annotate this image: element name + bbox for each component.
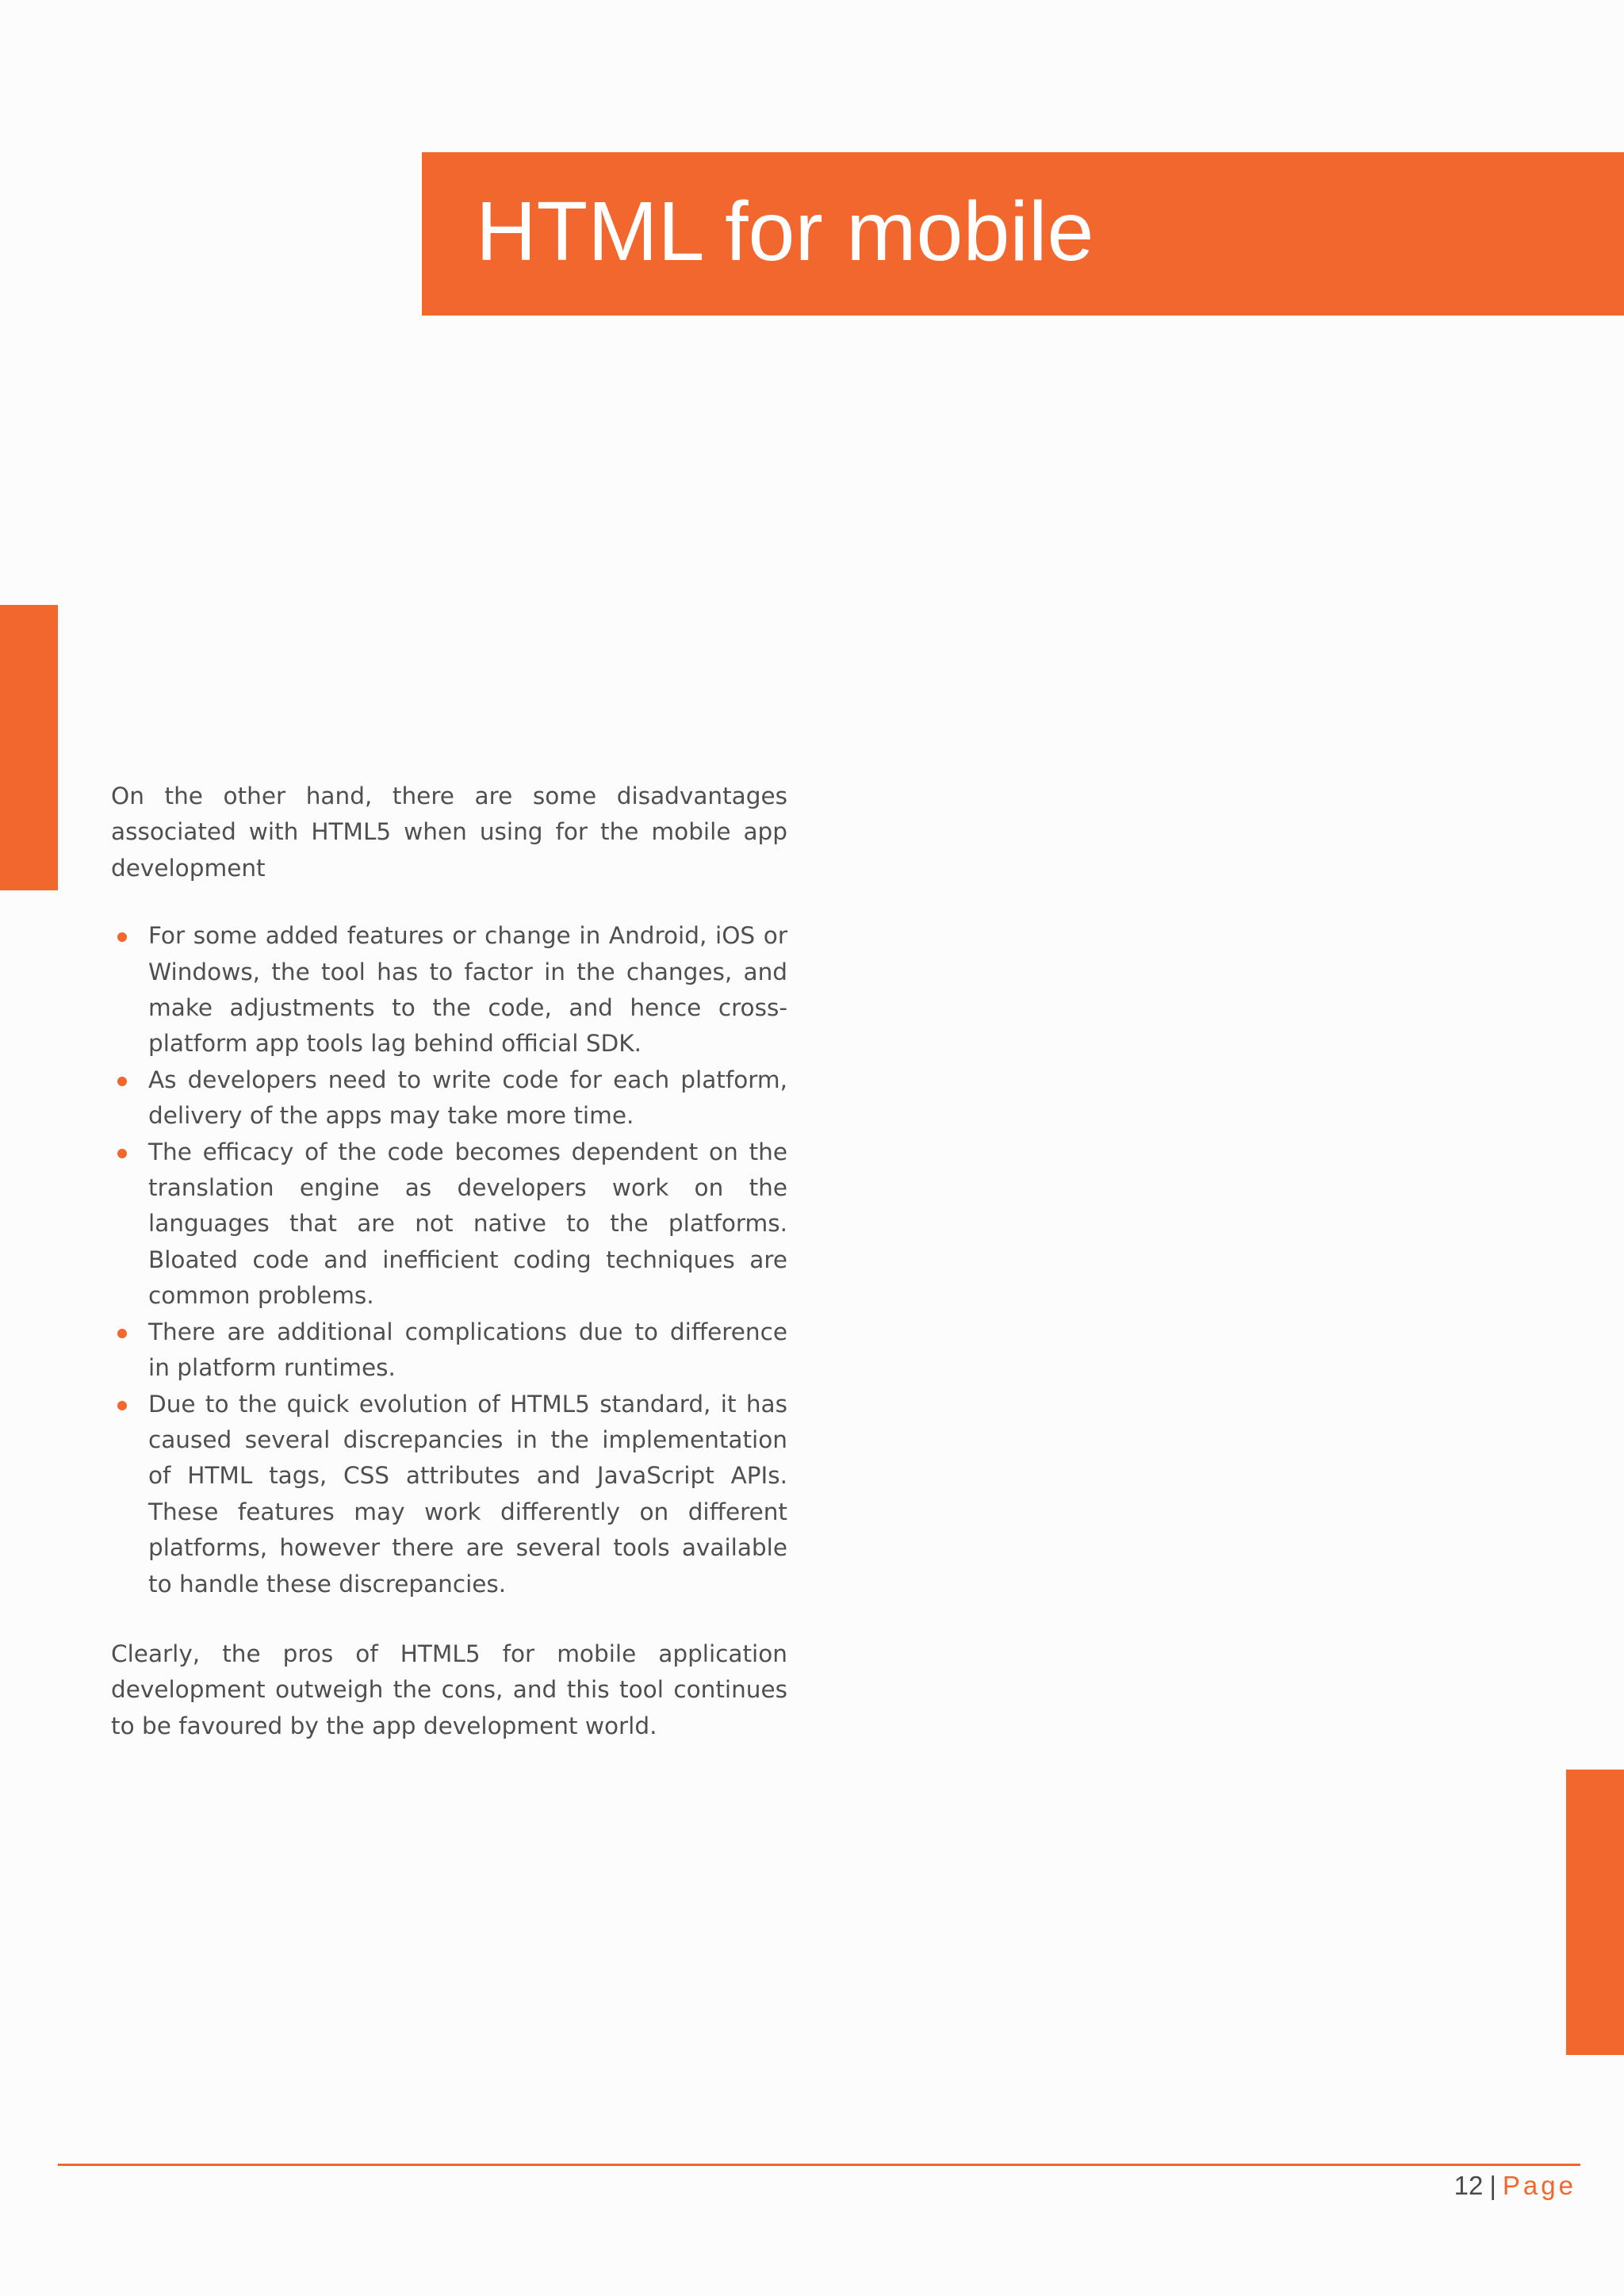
- left-accent-bar: [0, 605, 58, 890]
- list-item-text: As developers need to write code for each platform, delivery of the apps may take more time.: [148, 1066, 787, 1130]
- right-accent-bar: [1566, 1770, 1624, 2055]
- list-item-text: For some added features or change in Android, iOS or Windows, the tool has to factor in the changes, and make adjustments to the code, and hence cross-platform app tools lag behind official SDK.: [148, 922, 787, 1058]
- list-item-text: The efficacy of the code becomes dependent on the translation engine as developers work on the languages that are not native to the platforms. Bloated code and inefficient coding techniques are common problems.: [148, 1138, 787, 1310]
- list-item-text: There are additional complications due to difference in platform runtimes.: [148, 1318, 787, 1382]
- body-content: [111, 779, 787, 1744]
- bullet-dot-icon: [117, 1149, 127, 1158]
- page-label: Page: [1502, 2171, 1576, 2200]
- list-item: [111, 1135, 787, 1314]
- list-item-text: Due to the quick evolution of HTML5 standard, it has caused several discrepancies in the implementation of HTML tags, CSS attributes and JavaScript APIs. These features may work differently on different platforms, however there are several tools available to handle these discrepancies.: [148, 1390, 787, 1598]
- list-item: [111, 1062, 787, 1135]
- page-number: 12: [1454, 2171, 1484, 2200]
- list-item: [111, 1387, 787, 1602]
- bullet-dot-icon: [117, 1077, 127, 1086]
- disadvantages-list: [111, 918, 787, 1602]
- page-footer: [1454, 2167, 1576, 2205]
- page-separator: |: [1489, 2171, 1496, 2200]
- list-item: [111, 918, 787, 1062]
- bullet-dot-icon: [117, 1329, 127, 1338]
- bullet-dot-icon: [117, 1401, 127, 1410]
- page-title: HTML for mobile: [476, 185, 1094, 278]
- bullet-dot-icon: [117, 932, 127, 942]
- footer-divider: [58, 2164, 1580, 2166]
- conclusion-paragraph: Clearly, the pros of HTML5 for mobile application development outweigh the cons, and this tool continues to be favoured by the app development world.: [111, 1640, 787, 1739]
- list-item: [111, 1314, 787, 1387]
- intro-paragraph: On the other hand, there are some disadvantages associated with HTML5 when using for the mobile app development: [111, 783, 787, 882]
- title-banner: [422, 152, 1624, 316]
